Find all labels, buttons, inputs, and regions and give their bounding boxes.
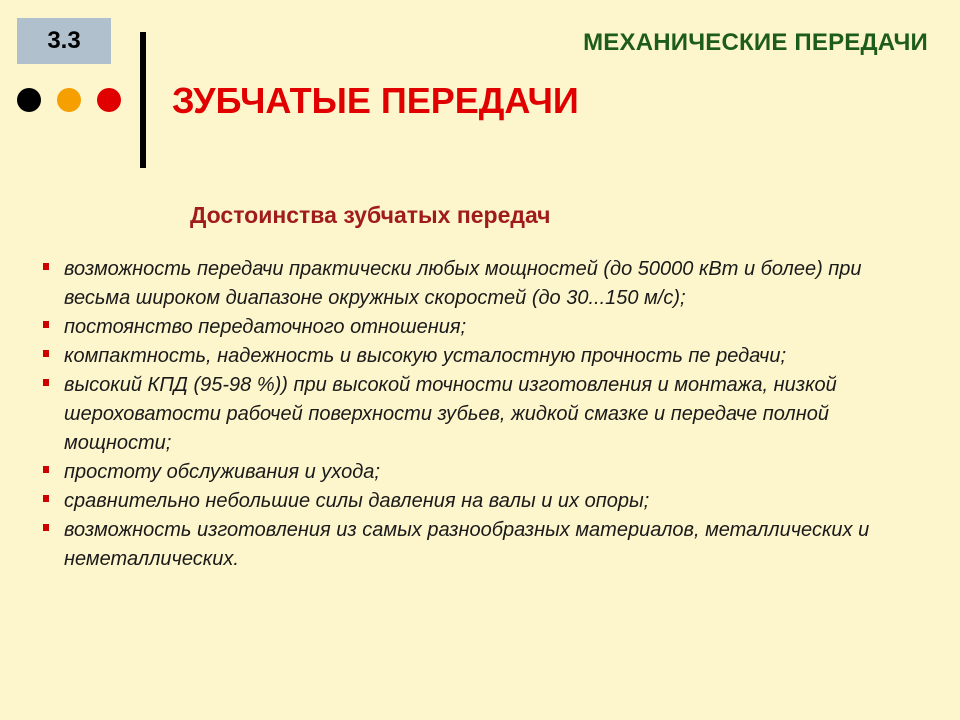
bullet-icon	[43, 379, 49, 386]
list-item	[40, 458, 910, 487]
list-item	[40, 371, 910, 458]
bullet-icon	[43, 263, 49, 270]
bullet-icon	[43, 524, 49, 531]
list-item-text: простоту обслуживания и ухода;	[64, 461, 380, 483]
red-dot-icon	[97, 88, 121, 112]
advantages-list	[40, 255, 910, 574]
list-item	[40, 487, 910, 516]
list-item-text: компактность, надежность и высокую усталостную прочность пе редачи;	[64, 345, 787, 367]
black-dot-icon	[17, 88, 41, 112]
bullet-icon	[43, 350, 49, 357]
list-item-text: постоянство передаточного отношения;	[64, 316, 467, 338]
list-item-text: сравнительно небольшие силы давления на валы и их опоры;	[64, 490, 650, 512]
section-title: МЕХАНИЧЕСКИЕ ПЕРЕДАЧИ	[583, 29, 928, 56]
bullet-icon	[43, 495, 49, 502]
bullet-icon	[43, 321, 49, 328]
section-number-badge	[17, 18, 111, 64]
section-number: 3.3	[47, 27, 81, 54]
list-item	[40, 342, 910, 371]
bullet-icon	[43, 466, 49, 473]
list-item	[40, 313, 910, 342]
vertical-divider	[140, 32, 146, 168]
list-item	[40, 516, 910, 574]
page-title: ЗУБЧАТЫЕ ПЕРЕДАЧИ	[172, 80, 579, 121]
orange-dot-icon	[57, 88, 81, 112]
list-item	[40, 255, 910, 313]
list-item-text: возможность передачи практически любых мощностей (до 50000 кВт и более) при весьма широком диапазоне окружных скоростей (до 30...150 м/с);	[64, 258, 862, 309]
list-item-text: возможность изготовления из самых разнообразных материалов, металлических и неметаллических.	[64, 519, 870, 570]
advantages-heading: Достоинства зубчатых передач	[190, 202, 551, 228]
list-item-text: высокий КПД (95-98 %)) при высокой точности изготовления и монтажа, низкой шероховатости рабочей поверхности зубьев, жидкой смазке и передаче полной мощности;	[64, 374, 837, 454]
